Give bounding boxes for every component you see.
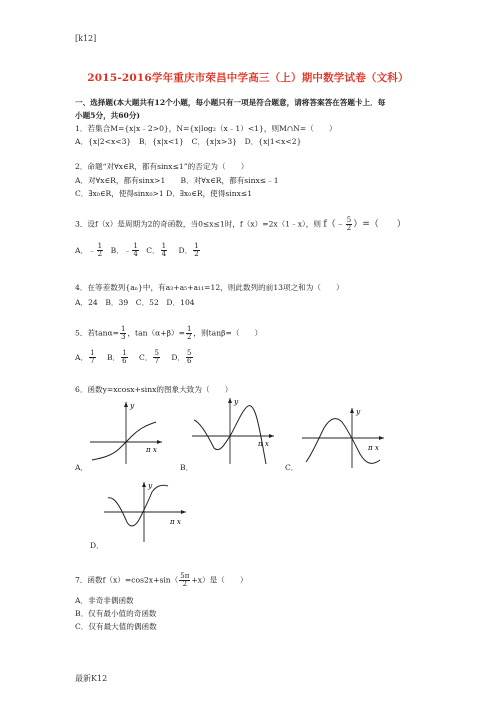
q5-c-num: 5 [154, 349, 159, 357]
graph-c-curve [306, 419, 380, 464]
graph-c [300, 404, 390, 472]
q3-option-a: A．﹣ [75, 245, 96, 255]
section-heading-line1: 一、选择题(本大题共有12个小题，每小题只有一项是符合题意，请将答案答在答题卡上．每 [75, 98, 386, 107]
graph-d [100, 478, 190, 546]
q5-stem [75, 326, 262, 341]
q3-d-den: 2 [194, 250, 199, 258]
q3-frac-num: 5 [346, 216, 352, 224]
q5-frac2-num: 1 [186, 325, 192, 333]
q5-d-den: 6 [187, 357, 192, 365]
q5-option-d-frac [186, 350, 192, 365]
graph-b-y-arrow [228, 398, 232, 403]
graph-a-x-arrow [157, 440, 162, 444]
graph-d-curve [108, 485, 168, 526]
q3-a-num: 1 [97, 242, 103, 250]
q5-stem-post: ，则tanβ=（ ） [193, 328, 263, 338]
q5-option-b-frac [121, 350, 127, 365]
graph-a [86, 398, 166, 470]
graph-c-y-label: y [356, 407, 361, 416]
q6-label-c: C． [285, 463, 299, 472]
graph-b-y-label: y [234, 397, 239, 406]
q7-option-b: B．仅有最小值的奇函数 [75, 609, 157, 618]
q3-stem [75, 217, 406, 232]
q3-frac-den: 2 [346, 224, 352, 232]
q5-stem-pre: 5．若tanα= [75, 328, 119, 338]
q5-frac1-num: 1 [120, 325, 126, 333]
q1-options: A．{x|2<x<3} B．{x|x<1} C．{x|x>3} D．{x|1<x<2} [75, 137, 302, 146]
q5-option-a-frac [89, 350, 95, 365]
graph-b-x-label: π x [258, 440, 269, 448]
q7-option-c: C．仅有最大值的偶函数 [75, 622, 157, 631]
graph-a-curve [92, 422, 156, 460]
q3-option-c: C． [146, 245, 160, 255]
q3-option-b-frac [132, 243, 138, 258]
q3-a-den: 2 [97, 250, 103, 258]
q5-frac1 [120, 326, 126, 341]
q7-frac-den: 2 [182, 580, 188, 588]
graph-b-x-arrow [269, 434, 274, 438]
q5-frac2 [186, 326, 192, 341]
q6-label-d: D． [90, 541, 104, 550]
q5-option-c: C． [139, 352, 153, 362]
q5-option-c-frac [153, 350, 159, 365]
q3-option-a-frac [97, 243, 103, 258]
q4-stem: 4．在等差数列{aₙ}中，有a₃+a₅+a₁₁=12，则此数列的前13项之和为（ ） [75, 283, 344, 292]
q7-frac-num: 5π [180, 572, 190, 580]
q3-b-den: 4 [133, 250, 138, 258]
graph-a-y-arrow [124, 402, 128, 407]
q3-stem-text: 3．设f（x）是周期为2的奇函数，当0≤x≤1时，f（x）=2x（1﹣x），则 [75, 219, 321, 229]
graph-a-y-label: y [130, 401, 135, 410]
graph-a-x-label: π x [146, 446, 157, 454]
page-title: 2015-2016学年重庆市荣昌中学高三（上）期中数学试卷（文科） [87, 72, 409, 84]
q3-f-open: f（﹣ [323, 219, 345, 230]
q5-a-den: 7 [90, 357, 95, 365]
section-heading-line2: 小题5分，共60分) [75, 111, 141, 120]
q5-option-b: B． [106, 352, 121, 362]
q6-stem: 6．函数y=xcosx+sinx的图象大致为（ ） [75, 385, 233, 394]
q2-options-line1: A．对∀x∈R，都有sinx>1 B．对∀x∈R，都有sinx≤﹣1 [75, 176, 279, 185]
q3-b-num: 1 [133, 242, 138, 250]
footer-tag: 最新K12 [75, 674, 108, 683]
q3-options [75, 243, 201, 258]
q5-options [75, 350, 194, 365]
q3-option-d-frac [193, 243, 199, 258]
graph-d-y-arrow [142, 482, 146, 487]
q3-option-b: B．﹣ [110, 245, 132, 255]
q4-options: A．24 B．39 C．52 D．104 [75, 298, 195, 307]
q3-f-close: ）=（ ） [353, 219, 406, 230]
q3-d-num: 1 [194, 242, 199, 250]
q5-b-den: 6 [122, 357, 127, 365]
q3-option-c-frac [161, 243, 167, 258]
q5-d-num: 5 [187, 349, 192, 357]
graph-b [190, 392, 280, 470]
q1-stem: 1．若集合M={x|x﹣2>0}，N={x|log₂（x﹣1）<1}，则M∩N=（ ） [75, 124, 337, 133]
header-tag: [k12] [75, 34, 97, 43]
q6-label-a: A． [75, 463, 89, 472]
q3-fraction [346, 217, 352, 232]
q2-options-line2: C．∃x₀∈R，使得sinx₀>1 D．∃x₀∈R，使得sinx≤1 [75, 189, 253, 198]
q5-option-d: D． [171, 352, 186, 362]
q7-stem-pre: 7．函数f（x）=cos2x+sin（ [75, 575, 179, 585]
graph-c-x-label: π x [368, 444, 379, 452]
q7-stem [75, 573, 248, 588]
q2-stem: 2．命题“对∀x∈R，都有sinx≤1”的否定为（ ） [75, 162, 249, 171]
graph-d-y-label: y [148, 481, 153, 490]
graph-d-x-label: π x [170, 518, 181, 526]
graph-d-x-arrow [181, 510, 186, 514]
graph-c-x-arrow [379, 436, 384, 440]
q5-stem-mid: ，tan（α+β）= [127, 328, 185, 338]
q3-option-d: D． [178, 245, 193, 255]
q5-a-num: 1 [90, 349, 95, 357]
q7-frac [179, 573, 190, 588]
q7-option-a: A．非奇非偶函数 [75, 596, 134, 605]
q5-c-den: 7 [154, 357, 159, 365]
q3-c-num: 1 [161, 242, 167, 250]
q5-option-a: A． [75, 352, 89, 362]
q5-frac1-den: 3 [120, 333, 126, 341]
graph-c-y-arrow [350, 408, 354, 413]
q6-label-b: B． [180, 463, 194, 472]
q5-frac2-den: 2 [186, 333, 192, 341]
q5-b-num: 1 [122, 349, 127, 357]
q3-c-den: 4 [161, 250, 167, 258]
q7-stem-post: +x）是（ ） [191, 575, 248, 585]
